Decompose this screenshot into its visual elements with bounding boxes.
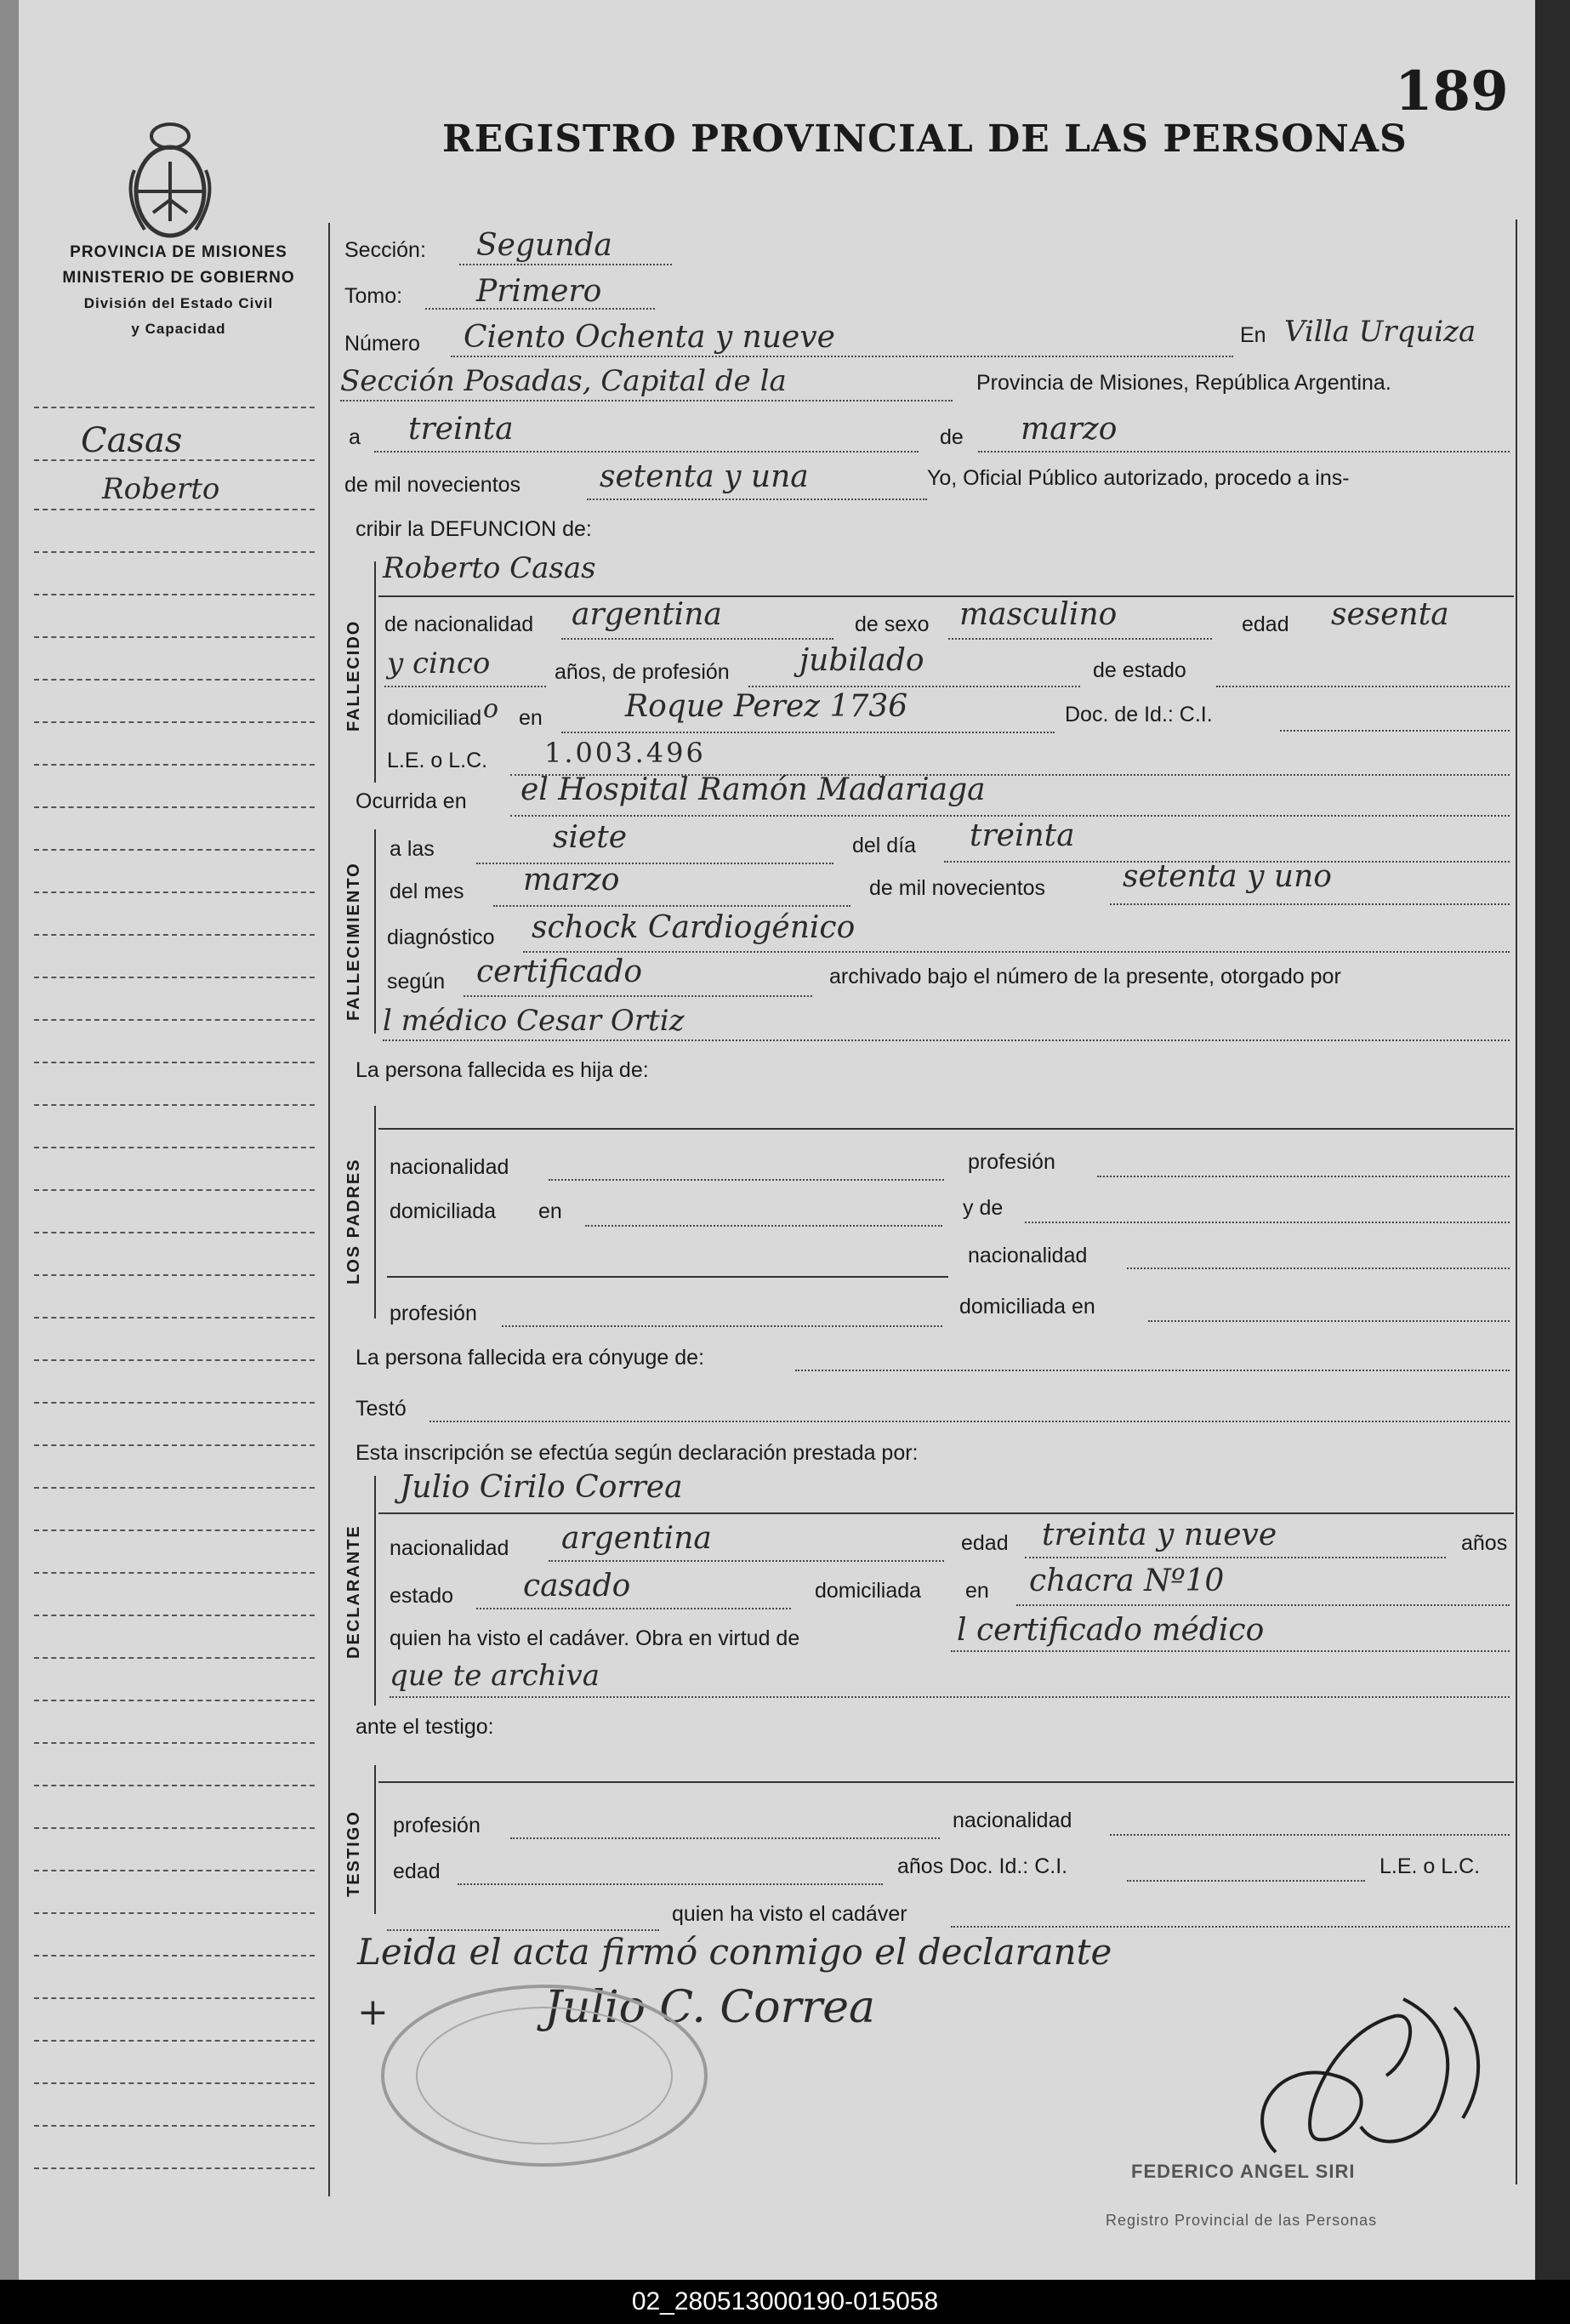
margin-rule xyxy=(34,2040,315,2042)
field-line xyxy=(451,356,1233,357)
margin-rule xyxy=(34,1274,315,1276)
label-tomo: Tomo: xyxy=(344,284,403,308)
field-line xyxy=(384,686,546,687)
value-hora: siete xyxy=(553,820,628,855)
value-dia: treinta xyxy=(408,412,514,447)
value-segun: certificado xyxy=(476,954,643,989)
label-conyuge: La persona fallecida era cónyuge de: xyxy=(356,1346,705,1370)
field-line xyxy=(383,1040,1510,1041)
label-de-mil: de mil novecientos xyxy=(344,473,521,497)
margin-rule xyxy=(34,721,315,723)
label-a: a xyxy=(349,425,361,449)
header-ministry: MINISTERIO DE GOBIERNO xyxy=(62,269,295,287)
field-line xyxy=(951,1650,1510,1652)
field-line xyxy=(510,815,1510,817)
margin-rule xyxy=(34,594,315,595)
value-sexo: masculino xyxy=(959,597,1118,632)
margin-rule xyxy=(34,1359,315,1361)
value-edad-2: y cinco xyxy=(387,647,491,681)
field-line xyxy=(387,1276,948,1278)
field-line xyxy=(1016,1604,1510,1606)
margin-rule xyxy=(34,849,315,851)
margin-rule xyxy=(34,551,315,553)
label-cribir: cribir la DEFUNCION de: xyxy=(356,517,592,541)
margin-rule xyxy=(34,1019,315,1021)
margin-rule xyxy=(34,891,315,893)
margin-rule xyxy=(34,1615,315,1616)
margin-rule xyxy=(34,509,315,510)
section-padres-label: LOS PADRES xyxy=(344,1158,363,1284)
margin-rule xyxy=(34,2167,315,2169)
section-declarante-label: DECLARANTE xyxy=(344,1524,363,1659)
binding-edge xyxy=(0,0,19,2324)
field-line xyxy=(549,1179,944,1181)
label-segun: según xyxy=(387,970,446,994)
label-declarante-domiciliada: domiciliada xyxy=(815,1579,922,1603)
section-bar xyxy=(374,1106,376,1319)
label-padre-en: en xyxy=(538,1199,562,1223)
value-numero: Ciento Ochenta y nueve xyxy=(464,320,835,355)
field-line xyxy=(510,1837,940,1839)
field-line xyxy=(464,995,812,997)
value-nacionalidad: argentina xyxy=(572,597,722,632)
margin-rule xyxy=(34,977,315,978)
field-line xyxy=(429,1421,1510,1422)
label-testigo-edad: edad xyxy=(393,1860,441,1883)
label-edad: edad xyxy=(1242,612,1289,636)
label-a-las: a las xyxy=(390,837,435,861)
label-provincia: Provincia de Misiones, República Argentina. xyxy=(976,371,1391,395)
label-madre-domiciliada: domiciliada en xyxy=(959,1295,1095,1319)
field-line xyxy=(587,498,927,500)
margin-rule xyxy=(34,1997,315,1999)
margin-rule xyxy=(34,1529,315,1531)
margin-rule xyxy=(34,1572,315,1574)
margin-rule xyxy=(34,764,315,766)
value-domicilio-o: o xyxy=(483,694,499,724)
label-en-domicilio: en xyxy=(519,706,543,730)
label-testigo-nacionalidad: nacionalidad xyxy=(953,1809,1072,1832)
field-line xyxy=(951,1926,1510,1928)
value-seccion: Segunda xyxy=(476,228,612,263)
field-line xyxy=(585,1225,942,1227)
margin-rule xyxy=(34,679,315,681)
label-declarante-estado: estado xyxy=(390,1584,454,1608)
label-padre-nacionalidad: nacionalidad xyxy=(390,1155,509,1179)
margin-rule xyxy=(34,1912,315,1914)
section-bar xyxy=(374,829,376,1034)
value-dia-fallecimiento: treinta xyxy=(970,818,1075,853)
label-testigo-doc: años Doc. Id.: C.I. xyxy=(897,1854,1068,1878)
label-del-dia: del día xyxy=(852,834,917,857)
margin-rule xyxy=(34,1955,315,1957)
value-nombre: Roberto Casas xyxy=(383,551,596,585)
label-ante-testigo: ante el testigo: xyxy=(356,1715,494,1739)
label-esta-inscripcion: Esta inscripción se efectúa según declaración prestada por: xyxy=(356,1441,919,1465)
name-line xyxy=(378,1512,1514,1514)
field-line xyxy=(948,638,1212,640)
coat-of-arms-icon xyxy=(119,119,221,247)
label-declarante-edad: edad xyxy=(961,1531,1009,1555)
name-line xyxy=(378,1128,1514,1130)
label-testigo-le: L.E. o L.C. xyxy=(1379,1854,1481,1878)
margin-surname: Casas xyxy=(81,421,183,460)
right-border xyxy=(1516,219,1517,2184)
page-number: 189 xyxy=(1395,60,1509,123)
value-mes: marzo xyxy=(1021,412,1118,447)
value-leida: Leida el acta firmó conmigo el declarante xyxy=(357,1931,1112,1973)
page-title: REGISTRO PROVINCIAL DE LAS PERSONAS xyxy=(442,117,1408,161)
value-diagnostico: schock Cardiogénico xyxy=(532,910,856,945)
margin-rule xyxy=(34,1487,315,1489)
page-edge-shadow xyxy=(1535,0,1570,2324)
field-line xyxy=(390,1696,1510,1698)
label-en: En xyxy=(1240,323,1266,347)
label-declarante-nacionalidad: nacionalidad xyxy=(390,1536,509,1560)
footer-image-id: 02_280513000190-015058 xyxy=(0,2280,1570,2324)
field-line xyxy=(340,400,953,402)
field-line xyxy=(459,264,672,265)
field-line xyxy=(1127,1880,1365,1882)
seal-stamp-icon xyxy=(366,1974,723,2178)
official-signature-icon xyxy=(1225,1982,1505,2169)
label-testo: Testó xyxy=(356,1397,407,1421)
label-hija-de: La persona fallecida es hija de: xyxy=(356,1058,649,1082)
margin-rule xyxy=(34,1062,315,1063)
label-nacionalidad: de nacionalidad xyxy=(384,612,534,636)
label-numero: Número xyxy=(344,332,420,356)
label-diagnostico: diagnóstico xyxy=(387,926,495,949)
value-declarante-estado: casado xyxy=(523,1569,631,1603)
margin-rule xyxy=(34,806,315,808)
field-line xyxy=(561,638,833,640)
field-line xyxy=(1148,1320,1510,1322)
header-division: División del Estado Civil xyxy=(83,295,274,311)
margin-rule xyxy=(34,2125,315,2127)
field-line xyxy=(1280,730,1510,732)
label-madre-nacionalidad: nacionalidad xyxy=(968,1244,1088,1267)
value-obra-2: que te archiva xyxy=(390,1659,600,1693)
label-declarante-anos: años xyxy=(1461,1531,1508,1555)
value-declarante-domicilio: chacra Nº10 xyxy=(1029,1564,1225,1598)
section-fallecido-label: FALLECIDO xyxy=(344,619,363,732)
field-line xyxy=(476,1608,791,1609)
name-line xyxy=(378,1781,1514,1783)
value-medico: l médico Cesar Ortiz xyxy=(383,1004,685,1038)
label-de: de xyxy=(940,425,964,449)
label-seccion: Sección: xyxy=(344,238,426,262)
value-tomo: Primero xyxy=(476,274,602,309)
field-line xyxy=(748,686,1080,687)
field-line xyxy=(458,1883,883,1885)
field-line xyxy=(502,1325,942,1327)
margin-rule xyxy=(34,1444,315,1446)
header-province: PROVINCIA DE MISIONES xyxy=(70,243,287,261)
field-line xyxy=(1025,1557,1446,1558)
margin-rule xyxy=(34,1657,315,1659)
value-en: Villa Urquiza xyxy=(1284,315,1476,349)
value-anio-fallecimiento: setenta y uno xyxy=(1123,859,1332,894)
declarant-mark: + xyxy=(357,1991,389,2034)
label-sexo: de sexo xyxy=(855,612,930,636)
field-line xyxy=(1025,1222,1510,1223)
stamp-role: Registro Provincial de las Personas xyxy=(1106,2212,1378,2229)
value-declarante: Julio Cirilo Correa xyxy=(400,1470,683,1505)
field-line xyxy=(1097,1176,1510,1177)
field-line xyxy=(795,1370,1510,1371)
value-declarante-nacionalidad: argentina xyxy=(561,1521,712,1556)
label-le-lc: L.E. o L.C. xyxy=(387,749,488,772)
label-del-mes: del mes xyxy=(390,880,464,903)
margin-rule xyxy=(34,1785,315,1786)
label-testigo-profesion: profesión xyxy=(393,1814,481,1837)
value-edad-1: sesenta xyxy=(1331,597,1449,632)
margin-rule xyxy=(34,934,315,936)
field-line xyxy=(549,1560,944,1562)
value-anio: setenta y una xyxy=(600,459,809,494)
margin-rule xyxy=(34,1742,315,1744)
field-line xyxy=(1110,903,1510,905)
field-line xyxy=(561,732,1055,733)
field-line xyxy=(978,451,1510,453)
section-bar xyxy=(374,1476,376,1706)
section-bar xyxy=(374,561,376,783)
margin-rule xyxy=(34,407,315,408)
margin-rule xyxy=(34,1827,315,1829)
label-de-estado: de estado xyxy=(1093,658,1186,682)
label-ocurrida: Ocurrida en xyxy=(356,789,467,813)
field-line xyxy=(1216,686,1510,687)
label-anos-profesion: años, de profesión xyxy=(555,660,730,684)
section-bar xyxy=(374,1765,376,1914)
label-padre-domiciliada: domiciliada xyxy=(390,1199,497,1223)
label-archivado: archivado bajo el número de la presente, otorgado por xyxy=(829,965,1341,988)
field-line xyxy=(523,951,1510,953)
label-madre-profesion: profesión xyxy=(390,1302,477,1325)
value-le: 1.003.496 xyxy=(544,737,706,769)
label-doc: Doc. de Id.: C.I. xyxy=(1065,703,1213,726)
declarant-signature: Julio C. Correa xyxy=(544,1982,876,2033)
margin-divider xyxy=(328,223,330,2196)
field-line xyxy=(493,905,850,907)
issuer-header xyxy=(26,240,332,342)
value-seccion-posadas: Sección Posadas, Capital de la xyxy=(340,364,787,398)
stamp-name: FEDERICO ANGEL SIRI xyxy=(1131,2161,1356,2182)
margin-rule xyxy=(34,636,315,638)
field-line xyxy=(1127,1267,1510,1269)
margin-rule xyxy=(34,1700,315,1701)
field-line xyxy=(374,451,919,453)
value-ocurrida: el Hospital Ramón Madariaga xyxy=(520,772,986,807)
value-domicilio: Roque Perez 1736 xyxy=(625,689,908,724)
label-de-mil-novecientos: de mil novecientos xyxy=(869,876,1046,900)
label-testigo-visto: quien ha visto el cadáver xyxy=(672,1902,907,1926)
value-declarante-edad: treinta y nueve xyxy=(1042,1518,1277,1552)
label-declarante-en: en xyxy=(965,1579,989,1603)
margin-rule xyxy=(34,1870,315,1871)
margin-rule xyxy=(34,2082,315,2084)
label-oficial: Yo, Oficial Público autorizado, procedo a ins- xyxy=(927,466,1350,490)
label-quien-ha-visto: quien ha visto el cadáver. Obra en virtud de xyxy=(390,1626,800,1650)
margin-rule xyxy=(34,1402,315,1404)
label-y-de: y de xyxy=(963,1196,1004,1220)
value-mes-fallecimiento: marzo xyxy=(523,863,620,897)
section-testigo-label: TESTIGO xyxy=(344,1810,363,1897)
header-capacity: y Capacidad xyxy=(131,321,226,337)
margin-rule xyxy=(34,1189,315,1191)
value-obra: l certificado médico xyxy=(957,1613,1265,1648)
section-fallecimiento-label: FALLECIMIENTO xyxy=(344,862,363,1021)
label-padre-profesion: profesión xyxy=(968,1150,1055,1174)
margin-rule xyxy=(34,1147,315,1148)
margin-name: Roberto xyxy=(102,472,220,506)
margin-rule xyxy=(34,1232,315,1233)
margin-rule xyxy=(34,1317,315,1319)
field-line xyxy=(1110,1834,1510,1836)
value-profesion: jubilado xyxy=(799,643,924,678)
label-domiciliad: domiciliad xyxy=(387,706,482,730)
margin-rule xyxy=(34,1104,315,1106)
